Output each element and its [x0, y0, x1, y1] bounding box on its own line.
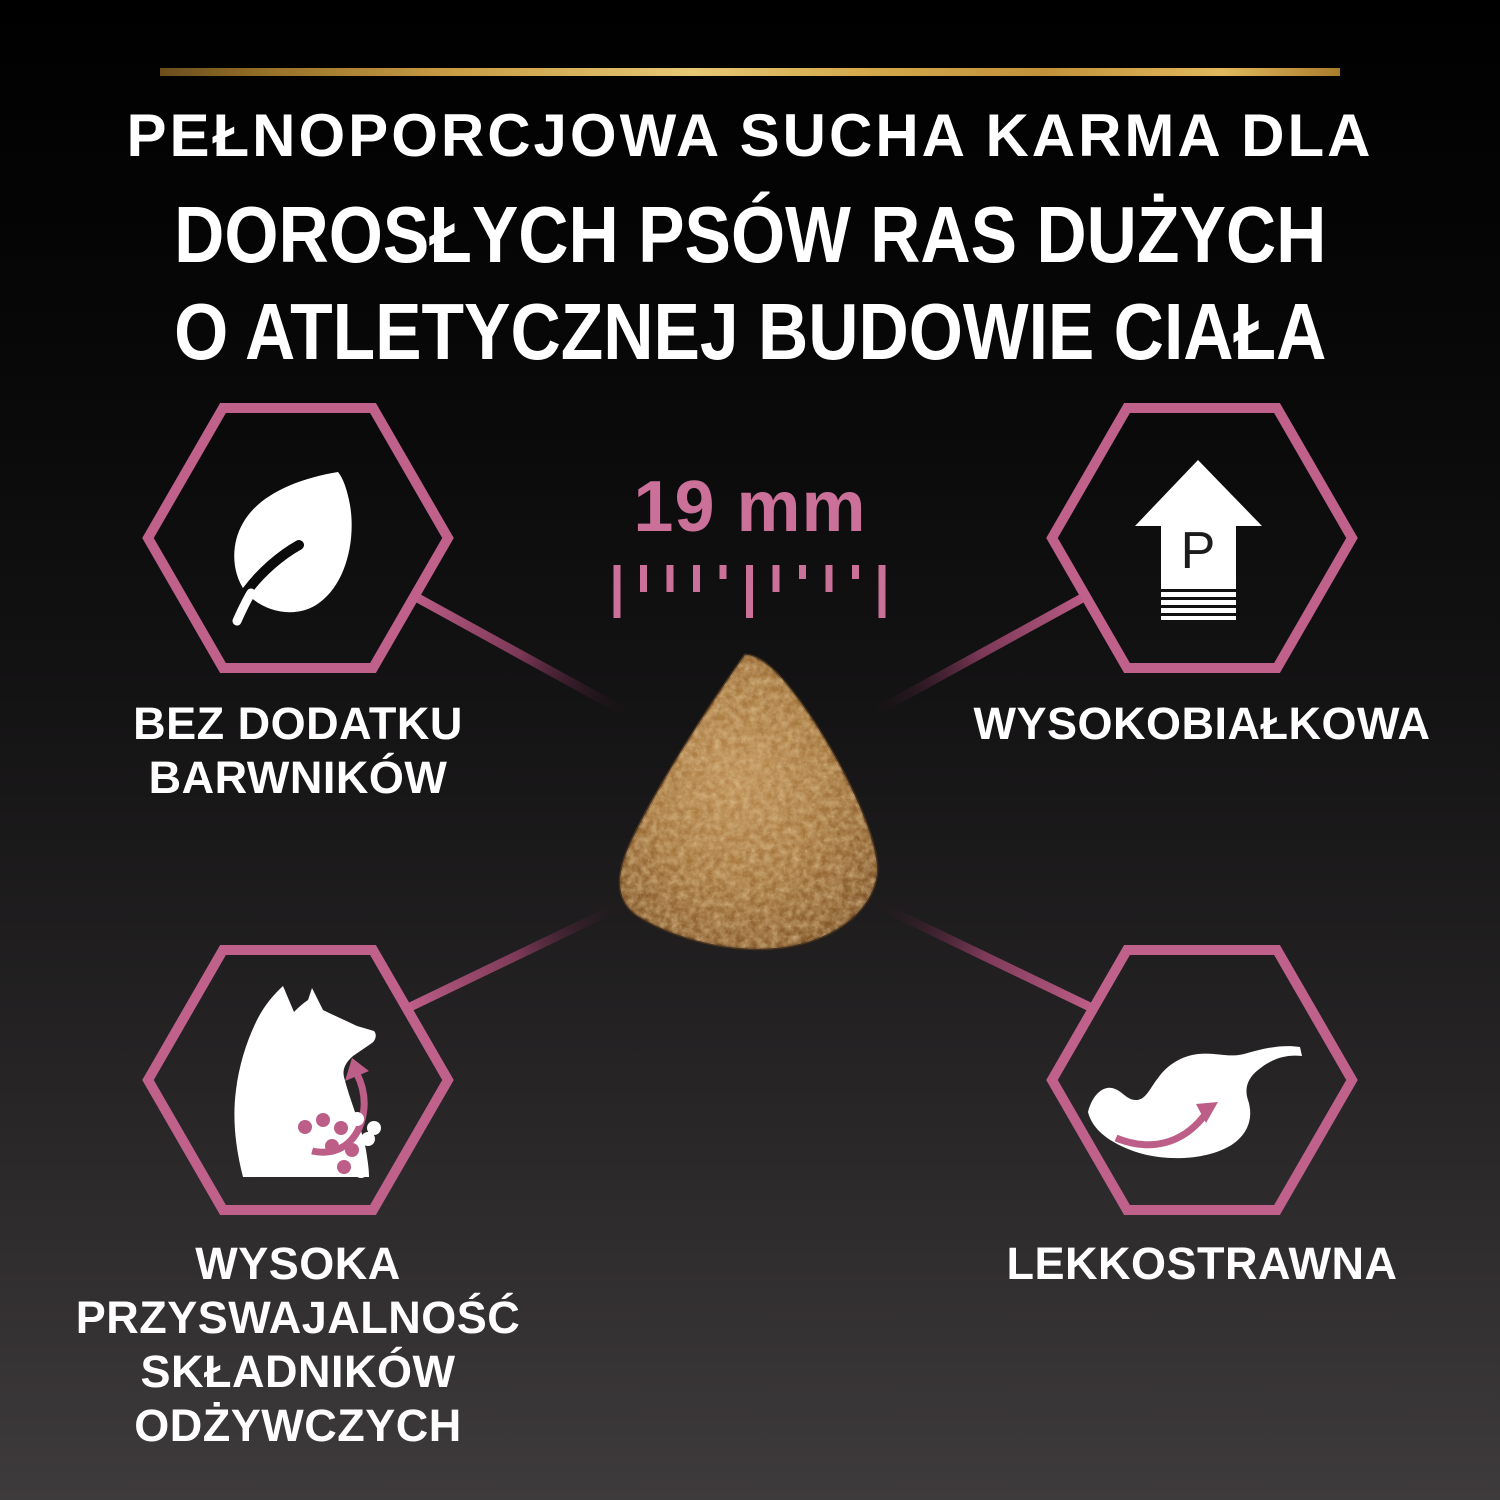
title-line-1: PEŁNOPORCJOWA SUCHA KARMA DLA — [126, 102, 1374, 169]
connector-line-bottom-right — [878, 905, 1090, 1007]
protein-letter: P — [1180, 522, 1216, 580]
feature-label-line: WYSOKOBIAŁKOWA — [973, 698, 1431, 749]
feature-label-line: BEZ DODATKU — [133, 698, 463, 749]
title-line-3: O ATLETYCZNEJ BUDOWIE CIAŁA — [173, 287, 1327, 376]
feature-label-no-added-colorants — [18, 697, 578, 805]
kibble-size-label: 19 mm — [633, 467, 867, 547]
protein-arrow-icon — [1135, 460, 1262, 620]
feature-label-line: LEKKOSTRAWNA — [1006, 1238, 1398, 1289]
ruler-icon — [614, 565, 886, 618]
feature-label-high-nutrient-absorption — [0, 1237, 596, 1453]
feature-label-easy-to-digest — [882, 1237, 1500, 1291]
title-line-2: DOROSŁYCH PSÓW RAS DUŻYCH — [173, 190, 1327, 279]
connector-line-top-right — [875, 596, 1086, 712]
stomach-icon — [1088, 1046, 1302, 1158]
feature-label-high-protein — [882, 697, 1500, 751]
feature-label-line: PRZYSWAJALNOŚĆ — [75, 1292, 521, 1343]
connector-line-top-left — [414, 596, 625, 712]
feature-label-line: ODŻYWCZYCH — [134, 1400, 462, 1451]
kibble-photo — [620, 655, 877, 949]
feature-label-line: BARWNIKÓW — [148, 752, 448, 803]
feature-label-line: WYSOKA — [195, 1238, 401, 1289]
feature-label-line: SKŁADNIKÓW — [140, 1346, 456, 1397]
connector-line-bottom-left — [410, 905, 622, 1007]
dog-nutrient-absorption-icon — [234, 986, 381, 1178]
leaf-icon — [234, 472, 351, 621]
